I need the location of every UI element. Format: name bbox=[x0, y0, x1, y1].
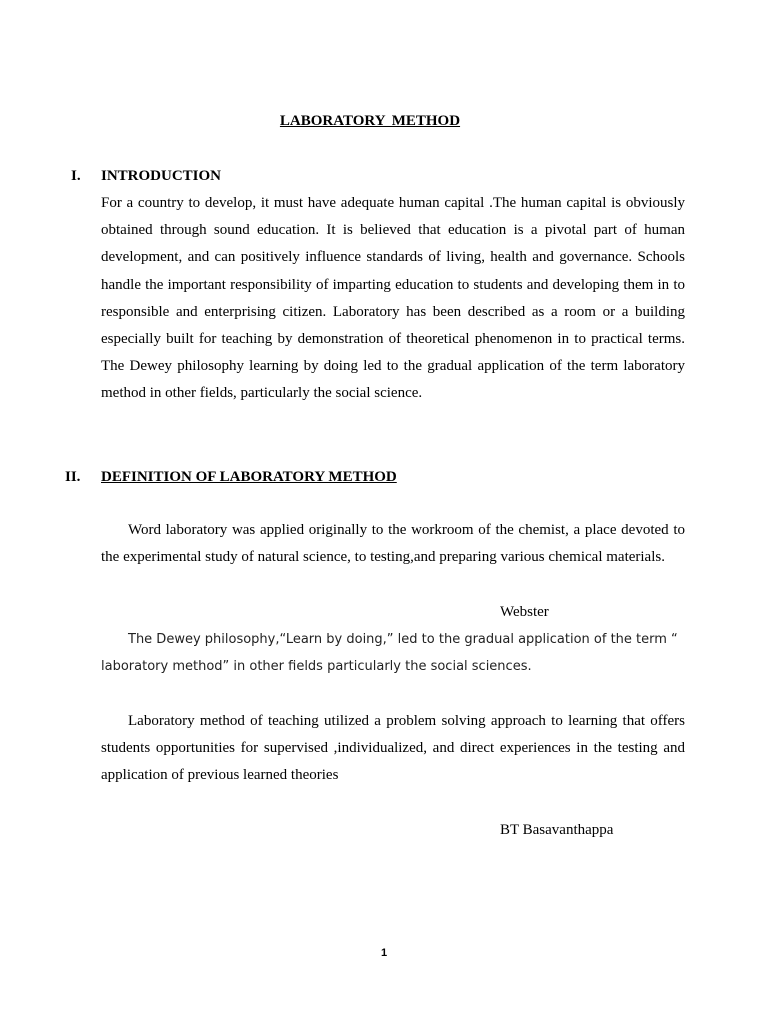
section-number: I. bbox=[71, 168, 81, 184]
attribution-webster: Webster bbox=[500, 604, 549, 620]
section-heading: DEFINITION OF LABORATORY METHOD bbox=[101, 469, 397, 485]
section-number: II. bbox=[65, 469, 81, 485]
definition-paragraph: Laboratory method of teaching utilized a problem solving approach to learning that offers students opportunities for supervised ,individualized, and direct experiences in the testing and application of previous learned theories bbox=[101, 713, 685, 784]
attribution-basavanthappa: BT Basavanthappa bbox=[500, 822, 614, 838]
section-heading: INTRODUCTION bbox=[101, 168, 222, 184]
document-title: LABORATORY METHOD bbox=[279, 113, 461, 129]
definition-paragraph: Word laboratory was applied originally to the workroom of the chemist, a place devoted to the experimental study of natural science, to testing,and preparing various chemical materials. bbox=[101, 522, 685, 566]
introduction-paragraph: For a country to develop, it must have adequate human capital .The human capital is obviously obtained through sound education. It is believed that education is a pivotal part of human development, and can positively influence standards of living, health and governance. Schools handle the important responsibility of imparting education to students and developing them in to responsible and enterprising citizen. Laboratory has been described as a room or a building especially built for teaching by demonstration of theoretical phenomenon in to practical terms. The Dewey philosophy learning by doing led to the gradual application of the term laboratory method in other fields, particularly the social science. bbox=[101, 195, 685, 402]
dewey-quote: The Dewey philosophy,“Learn by doing,” led to the gradual application of the term “ laboratory method” in other fields particularly the social sciences. bbox=[101, 632, 678, 674]
page-number: 1 bbox=[380, 947, 388, 959]
